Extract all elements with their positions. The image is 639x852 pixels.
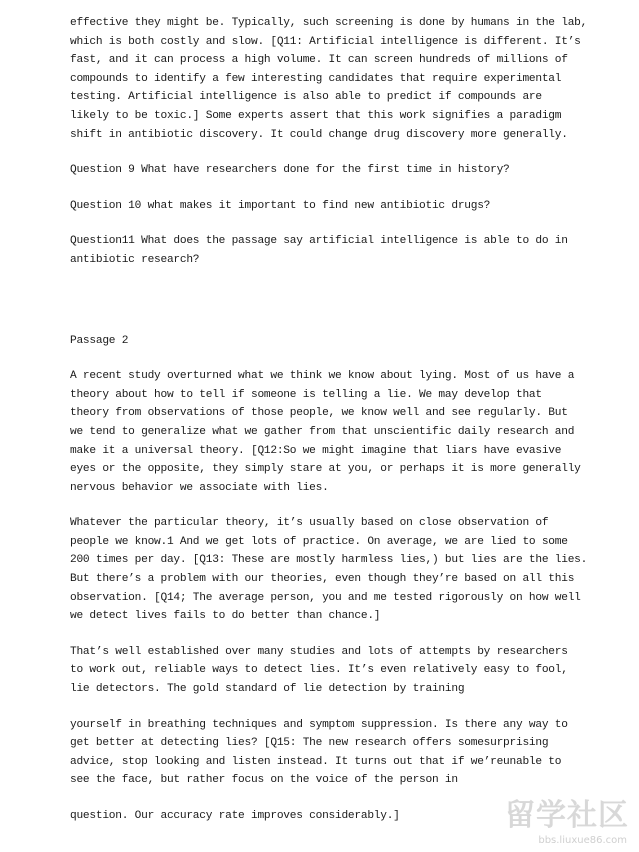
text-line: to work out, reliable ways to detect lies. It’s even relatively easy to fool,: [70, 664, 568, 677]
text-line: But there’s a problem with our theories, even though they’re based on all this: [70, 573, 575, 586]
text-line: yourself in breathing techniques and symptom suppression. Is there any way to: [70, 718, 568, 731]
text-line: testing. Artificial intelligence is also able to predict if compounds are: [70, 91, 542, 104]
text-line: advice, stop looking and listen instead. It turns out that if we’reunable to: [70, 755, 562, 768]
text-line: 200 times per day. [Q13: These are mostly harmless lies,) but lies are the lies.: [70, 554, 588, 567]
question-11: [70, 232, 575, 269]
text-line: people we know.1 And we get lots of practice. On average, we are lied to some: [70, 535, 568, 548]
text-line: That’s well established over many studies and lots of attempts by researchers: [70, 645, 568, 658]
text-line: antibiotic research?: [70, 253, 200, 266]
watermark-text: 留学社区: [505, 798, 629, 833]
text-line: compounds to identify a few interesting candidates that require experimental: [70, 72, 562, 85]
text-line: effective they might be. Typically, such screening is done by humans in the lab,: [70, 17, 588, 29]
text-line: make it a universal theory. [Q12:So we might imagine that liars have evasive: [70, 444, 562, 457]
text-line: likely to be toxic.] Some experts assert that this work signifies a paradigm: [70, 109, 562, 122]
text-line: nervous behavior we associate with lies.: [70, 481, 329, 494]
question-9: [70, 161, 575, 180]
text-line: we detect lives fails to do better than chance.]: [70, 610, 381, 623]
text-line: eyes or the opposite, they simply stare at you, or perhaps it is more generally: [70, 463, 581, 476]
intro-paragraph: [70, 14, 588, 144]
question-10: [70, 197, 575, 216]
text-line: Question11 What does the passage say artificial intelligence is able to do in: [70, 235, 568, 248]
text-line: which is both costly and slow. [Q11: Artificial intelligence is different. It’s: [70, 35, 581, 48]
text-line: A recent study overturned what we think we know about lying. Most of us have a: [70, 370, 575, 383]
passage-paragraph-2: [70, 514, 588, 626]
text-line: lie detectors. The gold standard of lie detection by training: [70, 683, 465, 696]
passage-heading-text: Passage 2: [70, 334, 129, 347]
passage-paragraph-3: [70, 643, 575, 699]
passage-paragraph-4: [70, 716, 575, 790]
question-10-text: Question 10 what makes it important to find new antibiotic drugs?: [70, 199, 491, 212]
watermark: [473, 790, 633, 848]
text-line: observation. [Q14; The average person, you and me tested rigorously on how well: [70, 591, 581, 604]
watermark-url: bbs.liuxue86.com: [538, 835, 627, 846]
text-line: theory from observations of those people, we know well and see regularly. But: [70, 407, 568, 420]
text-line: we tend to generalize what we gather from that unscientific daily research and: [70, 425, 575, 438]
text-line: theory about how to tell if someone is telling a lie. We may develop that: [70, 388, 542, 401]
passage-paragraph-1: [70, 367, 581, 497]
text-line: fast, and it can process a high volume. It can screen hundreds of millions of: [70, 54, 568, 67]
text-line: see the face, but rather focus on the voice of the person in: [70, 774, 458, 787]
text-line: question. Our accuracy rate improves considerably.]: [70, 810, 400, 822]
text-line: get better at detecting lies? [Q15: The new research offers somesurprising: [70, 737, 549, 750]
question-9-text: Question 9 What have researchers done for the first time in history?: [70, 164, 510, 177]
text-line: Whatever the particular theory, it’s usually based on close observation of: [70, 517, 549, 530]
passage-heading: [70, 332, 575, 351]
text-line: shift in antibiotic discovery. It could change drug discovery more generally.: [70, 128, 568, 141]
